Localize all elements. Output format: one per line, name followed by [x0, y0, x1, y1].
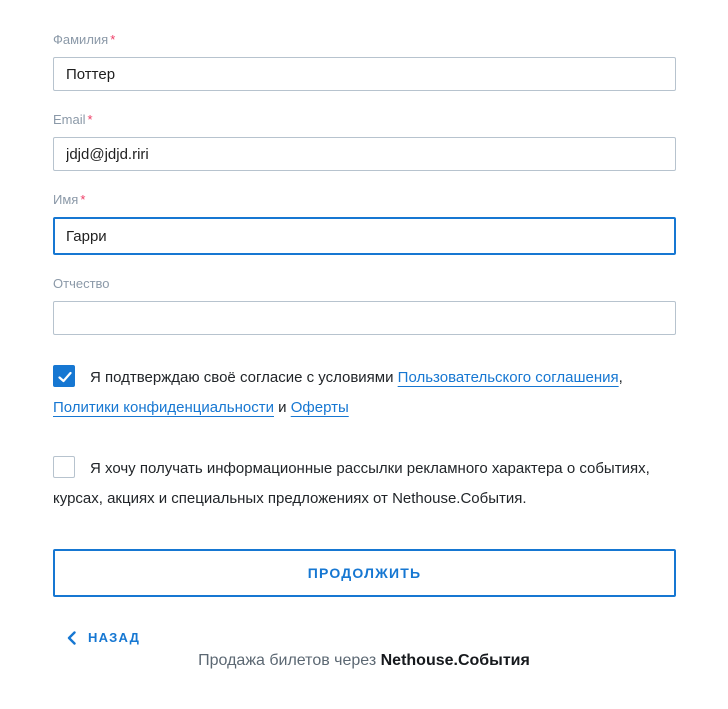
offer-link[interactable]: Оферты — [290, 399, 349, 416]
required-asterisk: * — [87, 112, 93, 127]
privacy-policy-link[interactable]: Политики конфиденциальности — [53, 399, 274, 416]
firstname-label — [53, 192, 676, 208]
consent-checkbox[interactable] — [53, 365, 75, 387]
lastname-label — [53, 32, 676, 48]
checkmark-icon — [58, 370, 72, 384]
consent-row — [53, 363, 676, 423]
chevron-left-icon — [67, 631, 76, 645]
user-agreement-link[interactable]: Пользовательского соглашения — [397, 369, 619, 386]
patronymic-label-text: Отчество — [53, 276, 110, 291]
field-group-lastname — [53, 32, 676, 91]
footer-text: Продажа билетов через — [198, 652, 381, 669]
field-group-patronymic — [53, 276, 676, 335]
field-group-firstname — [53, 192, 676, 255]
footer-brand: Nethouse.События — [380, 652, 530, 669]
required-asterisk: * — [80, 192, 86, 207]
firstname-input[interactable] — [53, 217, 676, 255]
marketing-row — [53, 454, 676, 514]
lastname-label-text: Фамилия — [53, 32, 109, 47]
continue-button[interactable]: ПРОДОЛЖИТЬ — [53, 549, 676, 597]
back-link[interactable] — [67, 630, 140, 645]
consent-text: Я подтверждаю своё согласие с условиями — [90, 369, 398, 386]
patronymic-input[interactable] — [53, 301, 676, 335]
firstname-label-text: Имя — [53, 192, 79, 207]
consent-separator: , — [618, 369, 623, 386]
footer — [0, 652, 728, 670]
marketing-checkbox[interactable] — [53, 456, 75, 478]
patronymic-label — [53, 276, 676, 292]
field-group-email — [53, 112, 676, 171]
required-asterisk: * — [110, 32, 116, 47]
consent-separator: и — [274, 399, 291, 416]
back-link-label: НАЗАД — [88, 630, 141, 645]
lastname-input[interactable] — [53, 57, 676, 91]
email-input[interactable] — [53, 137, 676, 171]
email-label — [53, 112, 676, 128]
registration-form — [53, 0, 676, 650]
email-label-text: Email — [53, 112, 86, 127]
marketing-text: Я хочу получать информационные рассылки рекламного характера о событиях, курсах, акциях и специальных предложениях от Nethouse.События. — [53, 460, 650, 507]
